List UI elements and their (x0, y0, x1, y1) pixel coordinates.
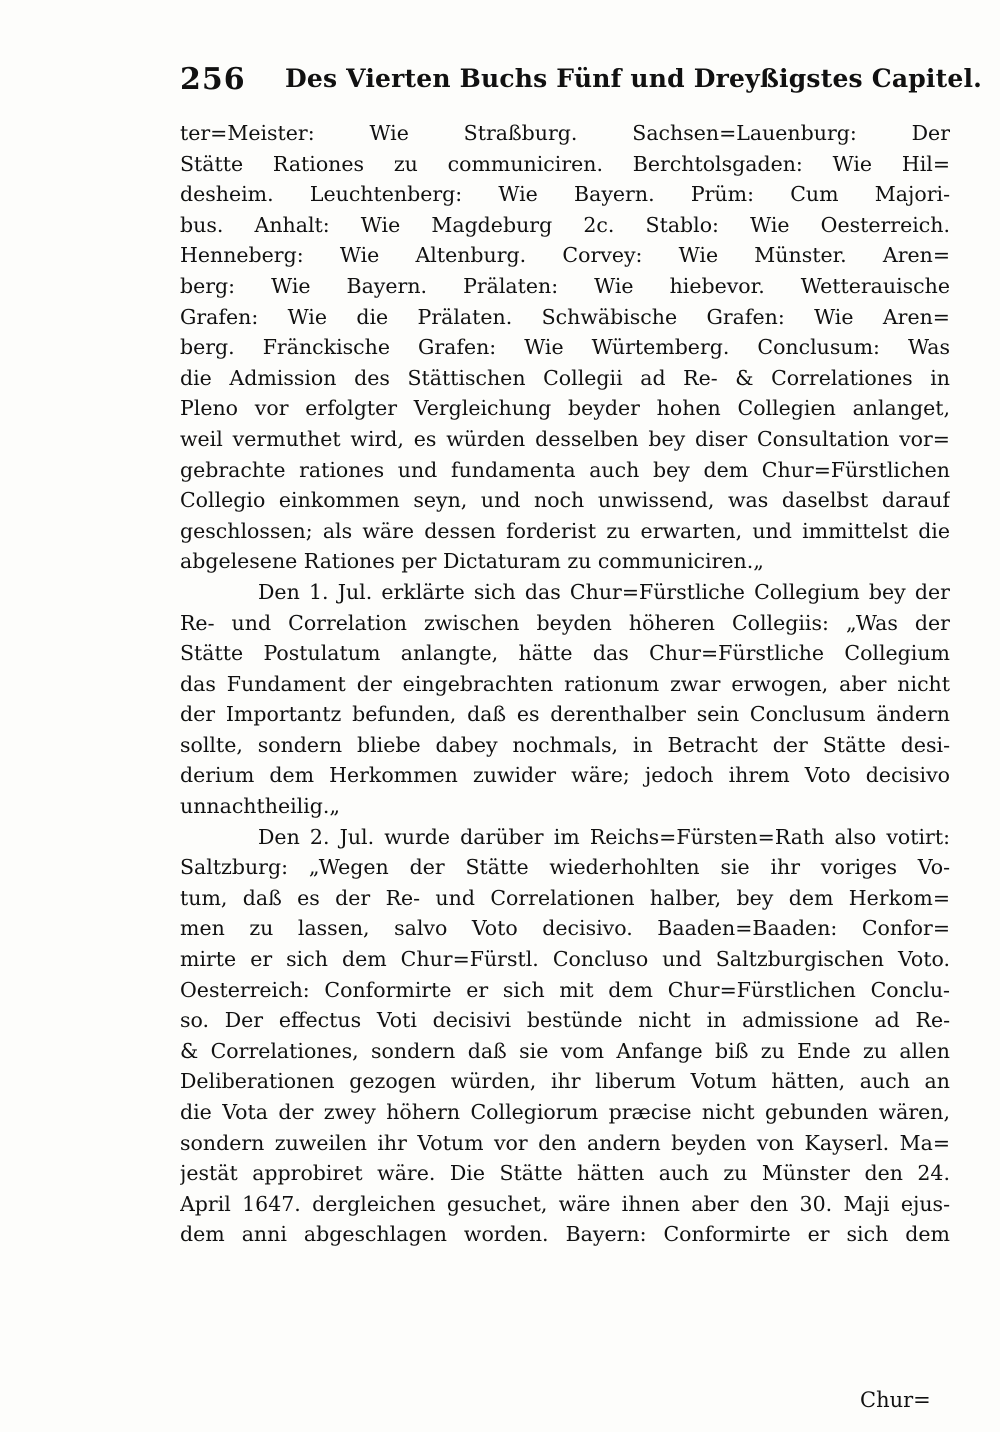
text-line: dem anni abgeschlagen worden. Bayern: Conformirte er sich dem (180, 1222, 950, 1247)
text-line: Grafen: Wie die Prälaten. Schwäbische Grafen: Wie Aren= (180, 304, 950, 329)
text-line: men zu lassen, salvo Voto decisivo. Baaden=Baaden: Confor= (180, 916, 950, 941)
text-line: desheim. Leuchtenberg: Wie Bayern. Prüm: Cum Majori- (180, 182, 950, 207)
text-line: der Importantz befunden, daß es derenthalber sein Conclusum ändern (180, 702, 950, 727)
text-line: mirte er sich dem Chur=Fürstl. Concluso und Saltzburgischen Voto. (180, 947, 950, 972)
text-line: Stätte Rationes zu communiciren. Berchtolsgaden: Wie Hil= (180, 151, 950, 176)
text-line: Stätte Postulatum anlangte, hätte das Chur=Fürstliche Collegium (180, 641, 950, 666)
text-line: Re- und Correlation zwischen beyden höheren Collegiis: „Was der (180, 610, 950, 635)
text-line: Henneberg: Wie Altenburg. Corvey: Wie Münster. Aren= (180, 243, 950, 268)
page-header (180, 62, 983, 108)
text-line: ter=Meister: Wie Straßburg. Sachsen=Lauenburg: Der (180, 121, 950, 145)
text-line: berg. Fränckische Grafen: Wie Würtemberg. Conclusum: Was (180, 335, 950, 360)
text-line: unnachtheilig.„ (180, 794, 341, 819)
text-line: die Vota der zwey höhern Collegiorum præcise nicht gebunden wären, (180, 1100, 950, 1124)
text-line: Den 1. Jul. erklärte sich das Chur=Fürstliche Collegium bey der (258, 579, 950, 604)
text-line: sollte, sondern bliebe dabey nochmals, in Betracht der Stätte desi- (180, 732, 950, 757)
text-line: Collegio einkommen seyn, und noch unwissend, was daselbst darauf (180, 488, 950, 513)
text-line: jestät approbiret wäre. Die Stätte hätten auch zu Münster den 24. (180, 1161, 950, 1186)
text-line: Saltzburg: „Wegen der Stätte wiederhohlten sie ihr voriges Vo- (180, 855, 950, 880)
text-line: Deliberationen gezogen würden, ihr liberum Votum hätten, auch an (180, 1069, 950, 1094)
text-line: April 1647. dergleichen gesuchet, wäre ihnen aber den 30. Maji ejus- (180, 1191, 950, 1216)
text-line: Oesterreich: Conformirte er sich mit dem Chur=Fürstlichen Conclu- (180, 977, 950, 1002)
catchword: Chur= (860, 1388, 931, 1412)
text-line: geschlossen; als wäre dessen forderist zu erwarten, und immittelst die (180, 518, 950, 543)
body-text (180, 118, 950, 1250)
text-line: gebrachte rationes und fundamenta auch bey dem Chur=Fürstlichen (180, 457, 950, 482)
text-line: so. Der effectus Voti decisivi bestünde nicht in admissione ad Re- (180, 1008, 950, 1033)
text-line: abgelesene Rationes per Dictaturam zu communiciren.„ (180, 549, 764, 574)
text-line: Pleno vor erfolgter Vergleichung beyder hohen Collegien anlanget, (180, 396, 950, 421)
text-line: & Correlationes, sondern daß sie vom Anfange biß zu Ende zu allen (180, 1038, 950, 1063)
page-number: 256 (180, 62, 246, 97)
text-line: tum, daß es der Re- und Correlationen halber, bey dem Herkom= (180, 885, 950, 910)
text-line: weil vermuthet wird, es würden desselben bey diser Consultation vor= (180, 426, 950, 451)
text-line: das Fundament der eingebrachten rationum zwar erwogen, aber nicht (180, 671, 950, 696)
text-line: Den 2. Jul. wurde darüber im Reichs=Fürsten=Rath also votirt: (258, 824, 950, 849)
running-head: Des Vierten Buchs Fünf und Dreyßigstes Capitel. (285, 64, 983, 93)
text-line: bus. Anhalt: Wie Magdeburg 2c. Stablo: Wie Oesterreich. (180, 212, 950, 237)
text-line: berg: Wie Bayern. Prälaten: Wie hiebevor. Wetterauische (180, 273, 950, 298)
text-line: die Admission des Stättischen Collegii ad Re- & Correlationes in (180, 365, 950, 390)
text-line: sondern zuweilen ihr Votum vor den andern beyden von Kayserl. Ma= (180, 1130, 950, 1155)
text-line: derium dem Herkommen zuwider wäre; jedoch ihrem Voto decisivo (180, 763, 950, 788)
